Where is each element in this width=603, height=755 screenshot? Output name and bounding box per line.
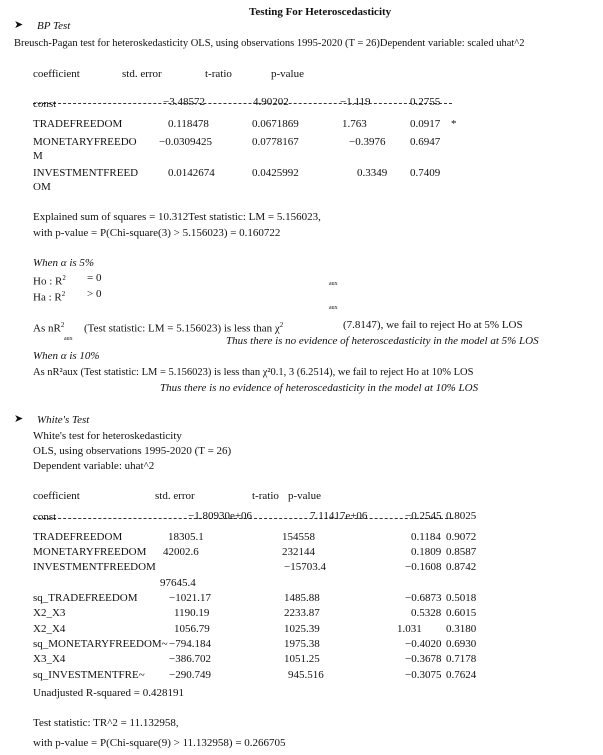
white-row-sq-investment-se: 945.516: [288, 669, 324, 681]
bp-row-investment-name-wrap: OM: [33, 181, 51, 193]
white-row-const-t: −0.2545: [405, 510, 442, 522]
aux-subscript: aux: [64, 336, 73, 342]
white-test-statistic: Test statistic: TR^2 = 11.132958,: [33, 717, 179, 729]
white-row-x3x4-t: −0.3678: [405, 653, 442, 665]
white-row-sq-investment-name: sq_INVESTMENTFRE~: [33, 669, 145, 681]
white-row-x2x3-t: 0.5328: [411, 607, 442, 619]
bp-row-investment-p: 0.7409: [410, 167, 441, 179]
white-header-t-ratio: t-ratio: [252, 490, 279, 502]
white-row-sq-investment-p: 0.7624: [446, 669, 477, 681]
white-row-x3x4-p: 0.7178: [446, 653, 477, 665]
white-header-coefficient: coefficient: [33, 490, 80, 502]
bp-header-t-ratio: t-ratio: [205, 68, 232, 80]
bp-header-coefficient: coefficient: [33, 68, 80, 80]
white-line1: White's test for heteroskedasticity: [33, 430, 182, 442]
bp-header-std-error: std. error: [122, 68, 162, 80]
white-row-sq-investment-coef: −290.749: [169, 669, 211, 681]
bp-row-monetary-name-wrap: M: [33, 150, 43, 162]
bp-heading: BP Test: [37, 20, 71, 32]
white-row-sq-trade-coef: −1021.17: [169, 592, 211, 604]
white-row-monetary-coef: 42002.6: [163, 546, 199, 558]
aux-label: aux: [329, 281, 338, 287]
white-line2: OLS, using observations 1995-2020 (T = 26): [33, 445, 232, 457]
null-hypothesis-value: = 0: [87, 272, 102, 284]
white-row-monetary-p: 0.8587: [446, 546, 477, 558]
white-row-trade-coef: 18305.1: [168, 531, 204, 543]
white-row-trade-p: 0.9072: [446, 531, 477, 543]
white-row-x2x3-p: 0.6015: [446, 607, 477, 619]
white-row-sq-monetary-coef: −794.184: [169, 638, 211, 650]
white-row-investment-t: −0.1608: [405, 561, 442, 573]
white-row-sq-monetary-t: −0.4020: [405, 638, 442, 650]
white-row-sq-monetary-name: sq_MONETARYFREEDOM~: [33, 638, 168, 650]
white-row-investment-name: INVESTMENTFREEDOM: [33, 561, 156, 573]
white-r-squared: Unadjusted R-squared = 0.428191: [33, 687, 185, 699]
white-row-trade-name: TRADEFREEDOM: [33, 531, 123, 543]
significance-star: *: [451, 118, 457, 130]
alpha10-heading: When α is 10%: [33, 350, 100, 362]
white-row-const-coef: −1.80930e+06: [188, 510, 253, 522]
alt-hypothesis-value: > 0: [87, 288, 102, 300]
conclusion-10: As nR²aux (Test statistic: LM = 5.156023) is less than χ²0.1, 3 (6.2514), we fail to reject Ho at 10% LOS: [33, 367, 474, 378]
white-row-x2x4-t: 1.031: [397, 623, 422, 635]
white-row-x3x4-coef: −386.702: [169, 653, 211, 665]
white-row-x2x4-name: X2_X4: [33, 623, 66, 635]
white-row-trade-t: 0.1184: [411, 531, 441, 543]
bp-row-investment-name: INVESTMENTFREED: [33, 167, 139, 179]
bp-row-tradefreedom-coef: 0.118478: [168, 118, 209, 130]
bp-row-const-t: −1.119: [340, 96, 371, 108]
white-row-monetary-name: MONETARYFREEDOM: [33, 546, 147, 558]
bp-row-const-name: const: [33, 98, 57, 110]
nr2-label: As $nR^2$: [33, 321, 65, 335]
white-pvalue: with p-value = P(Chi-square(9) > 11.132958) = 0.266705: [33, 737, 286, 749]
bp-pvalue-line: with p-value = P(Chi-square(3) > 5.156023) = 0.160722: [33, 227, 281, 239]
bp-row-investment-se: 0.0425992: [252, 167, 299, 179]
bp-row-monetary-coef: −0.0309425: [159, 136, 212, 148]
white-row-sq-trade-p: 0.5018: [446, 592, 477, 604]
bp-row-monetary-se: 0.0778167: [252, 136, 299, 148]
white-row-const-name: const: [33, 511, 57, 523]
alpha5-heading: When α is 5%: [33, 257, 95, 269]
bp-row-tradefreedom-p: 0.0917: [410, 118, 441, 130]
alt-hypothesis: Ha : $R^2$: [33, 290, 66, 304]
bp-row-tradefreedom-t: 1.763: [342, 118, 367, 130]
bp-description: Breusch-Pagan test for heteroskedasticity OLS, using observations 1995-2020 (T = 26)Dependent variable: scaled uhat^2: [14, 38, 525, 49]
white-row-sq-trade-t: −0.6873: [405, 592, 442, 604]
bp-row-const-se: 4.90202: [253, 96, 289, 108]
bp-row-monetary-p: 0.6947: [410, 136, 441, 148]
white-row-x2x3-coef: 1190.19: [174, 607, 210, 619]
bp-row-tradefreedom-name: TRADEFREEDOM: [33, 118, 123, 130]
white-row-x3x4-se: 1051.25: [284, 653, 320, 665]
conclusion-5-part1: (Test statistic: LM = 5.156023) is less than $\chi^2$: [84, 321, 284, 335]
white-row-monetary-se: 232144: [282, 546, 315, 558]
white-row-investment-se: −15703.4: [284, 561, 326, 573]
white-row-const-se: 7.11417e+06: [310, 510, 368, 522]
bp-divider: [33, 103, 452, 104]
null-hypothesis: Ho : $R^2$: [33, 274, 66, 288]
bp-row-tradefreedom-se: 0.0671869: [252, 118, 299, 130]
conclusion-5-part2: (7.8147), we fail to reject Ho at 5% LOS: [343, 319, 523, 331]
white-row-x2x4-coef: 1056.79: [174, 623, 210, 635]
bp-row-monetary-t: −0.3976: [349, 136, 386, 148]
white-row-sq-trade-name: sq_TRADEFREEDOM: [33, 592, 138, 604]
evidence-5: Thus there is no evidence of heteroscedasticity in the model at 5% LOS: [226, 335, 539, 347]
bp-header-p-value: p-value: [271, 68, 304, 80]
white-row-sq-monetary-p: 0.6930: [446, 638, 477, 650]
bp-row-monetary-name: MONETARYFREEDO: [33, 136, 137, 148]
bp-row-const-p: 0.2755: [410, 96, 441, 108]
white-row-x2x4-se: 1025.39: [284, 623, 320, 635]
white-row-x2x3-name: X2_X3: [33, 607, 66, 619]
bullet-icon: ➤: [14, 413, 24, 425]
bp-ess-line: Explained sum of squares = 10.312Test statistic: LM = 5.156023,: [33, 211, 321, 223]
white-row-x2x3-se: 2233.87: [284, 607, 320, 619]
white-header-p-value: p-value: [288, 490, 321, 502]
white-row-const-p: 0.8025: [446, 510, 477, 522]
page-title: Testing For Heteroscedasticity: [249, 6, 392, 18]
white-row-trade-se: 154558: [282, 531, 315, 543]
white-row-x2x4-p: 0.3180: [446, 623, 477, 635]
white-header-std-error: std. error: [155, 490, 195, 502]
bp-row-investment-coef: 0.0142674: [168, 167, 215, 179]
white-row-sq-monetary-se: 1975.38: [284, 638, 320, 650]
white-row-sq-trade-se: 1485.88: [284, 592, 320, 604]
evidence-10: Thus there is no evidence of heteroscedasticity in the model at 10% LOS: [160, 382, 479, 394]
white-row-x3x4-name: X3_X4: [33, 653, 66, 665]
bp-row-const-coef: −3.48572: [163, 96, 205, 108]
white-heading: White's Test: [37, 414, 90, 426]
bullet-icon: ➤: [14, 19, 24, 31]
white-line3: Dependent variable: uhat^2: [33, 460, 155, 472]
aux-label: aux: [329, 305, 338, 311]
white-row-sq-investment-t: −0.3075: [405, 669, 442, 681]
bp-row-investment-t: 0.3349: [357, 167, 388, 179]
white-row-investment-coef: 97645.4: [160, 577, 196, 589]
white-row-monetary-t: 0.1809: [411, 546, 442, 558]
white-row-investment-p: 0.8742: [446, 561, 477, 573]
